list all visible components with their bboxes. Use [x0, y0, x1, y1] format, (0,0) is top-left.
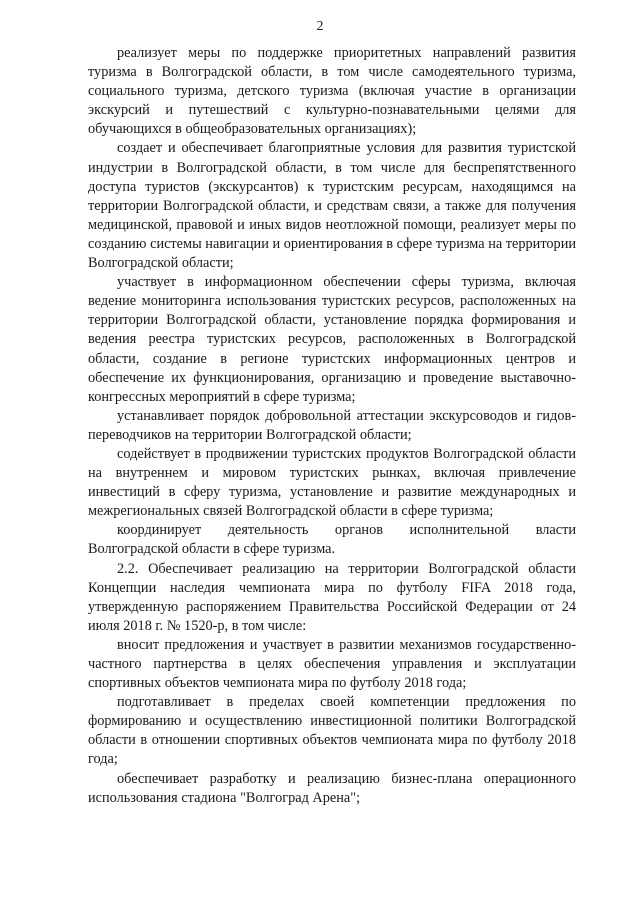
paragraph-tourism-promotion: содействует в продвижении туристских продуктов Волгоградской области на внутреннем и мировом туристских рынках, включая привлечение инвестиций в сферу туризма, установление и развитие международных и межрегиональных связей Волгоградской области в сфере туризма;	[88, 445, 576, 520]
paragraph-investment-policy: подготавливает в пределах своей компетенции предложения по формированию и осуществлению инвестиционной политики Волгоградской области в отношении спортивных объектов чемпионата мира по футболу 2018 года;	[88, 694, 576, 768]
paragraph-coordination: координирует деятельность органов исполнительной власти Волгоградской области в сфере туризма.	[88, 522, 576, 558]
paragraph-stadium-business-plan: обеспечивает разработку и реализацию бизнес-плана операционного использования стадиона "Волгоград Арена";	[88, 770, 576, 806]
paragraph-guide-certification: устанавливает порядок добровольной аттестации экскурсоводов и гидов-переводчиков на территории Волгоградской области;	[88, 407, 576, 443]
document-body	[88, 44, 576, 808]
paragraph-public-private-partnership: вносит предложения и участвует в развитии механизмов государственно-частного партнерства в целях обеспечения управления и эксплуатации спортивных объектов чемпионата мира по футболу 2018 года;	[88, 636, 576, 692]
paragraph-tourism-support-measures: реализует меры по поддержке приоритетных направлений развития туризма в Волгоградской области, в том числе самодеятельного туризма, социального туризма, детского туризма (включая участие в организации экскурсий и путешествий с культурно-познавательными целями для обучающихся в общеобразовательных организациях);	[88, 45, 576, 138]
paragraph-section-2-2: 2.2. Обеспечивает реализацию на территории Волгоградской области Концепции наследия чемпионата мира по футболу FIFA 2018 года, утвержденную распоряжением Правительства Российской Федерации от 24 июля 2018 г. № 1520-р, в том числе:	[88, 560, 576, 634]
paragraph-tourism-industry-conditions: создает и обеспечивает благоприятные условия для развития туристской индустрии в Волгоградской области, в том числе для беспрепятственного доступа туристов (экскурсантов) к туристским ресурсам, находящимся на территории Волгоградской области, и средствам связи, а также для получения медицинской, правовой и иных видов неотложной помощи, реализует меры по созданию системы навигации и ориентирования в сфере туризма на территории Волгоградской области;	[88, 140, 576, 272]
paragraph-tourism-information-support: участвует в информационном обеспечении сферы туризма, включая ведение мониторинга использования туристских ресурсов, расположенных на территории Волгоградской области, установление порядка формирования и ведения реестра туристских ресурсов, расположенных в Волгоградской области, создание в регионе туристских информационных центров и обеспечение их функционирования, организацию и проведение выставочно-конгрессных мероприятий в сфере туризма;	[88, 274, 576, 405]
page-number: 2	[316, 19, 324, 34]
